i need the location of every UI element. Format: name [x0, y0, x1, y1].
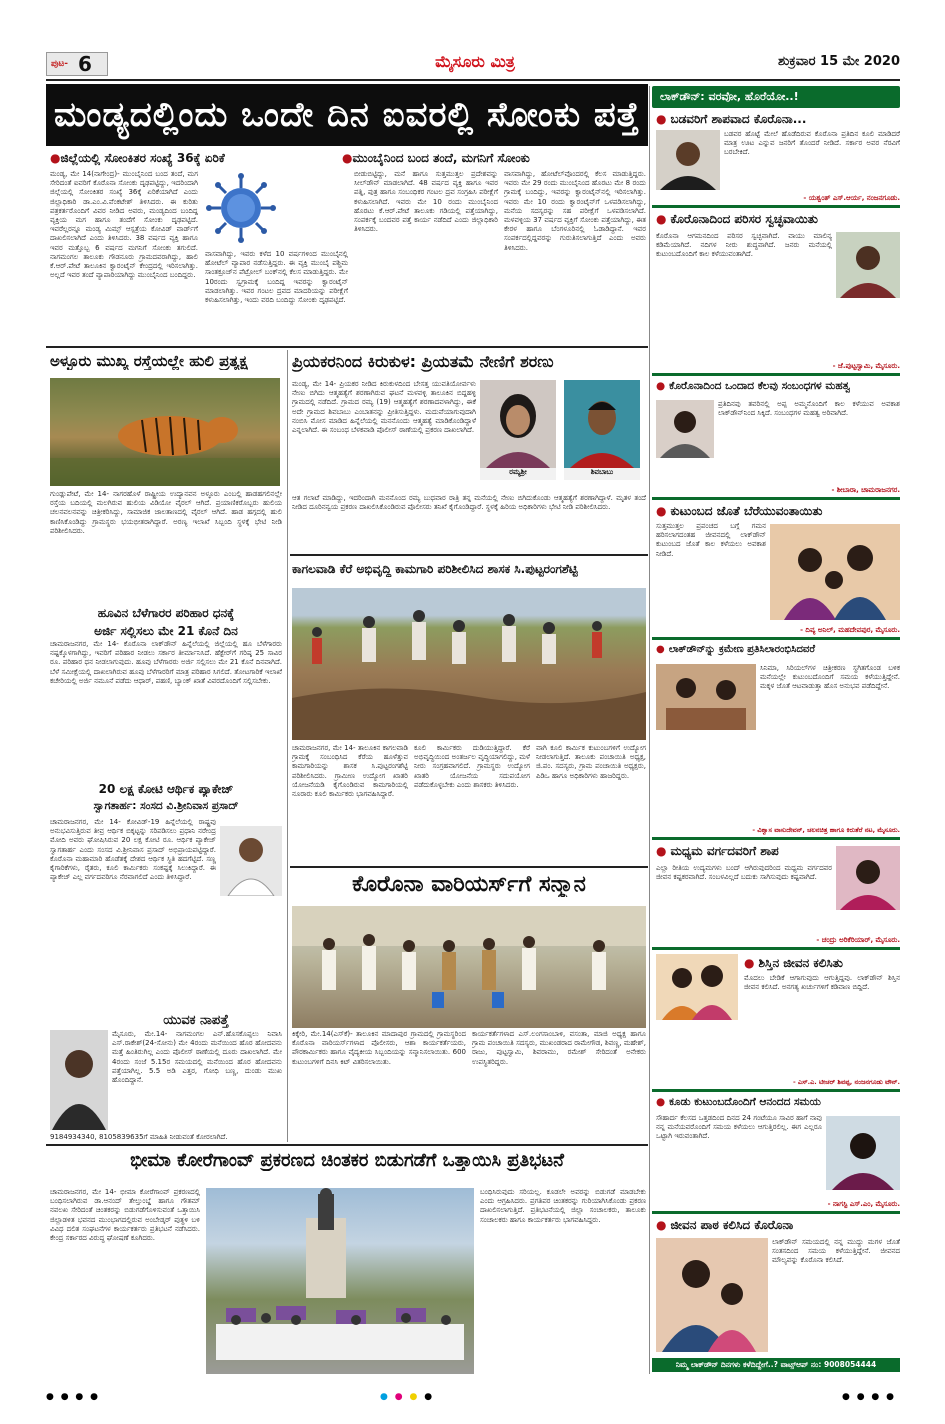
flower-headline-1: ಹೂವಿನ ಬೆಳೆಗಾರರ ಪರಿಹಾರ ಧನಕ್ಕೆ: [97, 606, 235, 620]
registration-marks: ● ● ● ●: [380, 1392, 435, 1402]
column-divider: [287, 350, 288, 1142]
family-photo: [656, 954, 738, 1020]
page-label: ಪುಟ-: [51, 59, 68, 69]
package-headline-2: ಸ್ವಾಗತಾರ್ಹ: ಸಂಸದ ವಿ.ಶ್ರೀನಿವಾಸ ಪ್ರಸಾದ್: [93, 800, 239, 812]
bhima-col-2: ಬಂಧಿಸಿರುವುದು ಸರಿಯಲ್ಲ. ಕೂಡಲೇ ಅವರನ್ನು ಬಿಡುಗಡೆ ಮಾಡಬೇಕು ಎಂದು ಆಗ್ರಹಿಸಿದರು. ಪ್ರಗತಿಪರ ಚಿಂತಕರನ್ನು ಗುರಿಯಾಗಿಸಿಕೊಂಡು ಪ್ರಕರಣ ದಾಖಲಿಸಲಾಗುತ್ತಿದೆ. ಪ್ರತಿಭಟನೆಯಲ್ಲಿ ಜಿಲ್ಲಾ ಸಂಚಾಲಕರು, ತಾಲೂಕು ಸಂಚಾಲಕರು ಹಾಗೂ ಕಾರ್ಯಕರ್ತರು ಭಾಗವಹಿಸಿದ್ದರು.: [480, 1188, 646, 1224]
sidebar-banner: ಲಾಕ್‌ಡೌನ್: ವರವೋ, ಹೊರೆಯೋ..!: [652, 86, 900, 108]
warriors-photo: [292, 906, 646, 1028]
sidebar-item-text: ಸುತ್ತಮುತ್ತಲ ಪ್ರಪಂಚದ ಬಗ್ಗೆ ಗಮನ ಹರಿಸಲಾಗದಂತಹ ಜೀವನದಲ್ಲಿ ಲಾಕ್‌ಡೌನ್ ಕುಟುಂಬದ ಜೊತೆ ಕಾಲ ಕಳೆಯಲು ಅವಕಾಶ ನೀಡಿದೆ.: [656, 522, 766, 558]
tiger-photo: [50, 378, 280, 486]
sidebar-item-text: ಮೊದಲು ಬೇಡಿಕೆ ಆಗಾಗುವುದು ಆಗುತ್ತಿದ್ದವು. ಲಾಕ್‌ಡೌನ್ ಶಿಸ್ತಿನ ಜೀವನ ಕಲಿಸಿದೆ. ಅನಗತ್ಯ ಖರ್ಚುಗಳಿಗೆ ಕಡಿವಾಣ ಬಿದ್ದಿದೆ.: [744, 974, 900, 992]
lead-col-2a: [278, 170, 348, 250]
sidebar-item-title: ● ಕೂಡು ಕುಟುಂಬದೊಂದಿಗೆ ಆನಂದದ ಸಮಯ: [656, 1096, 821, 1108]
warriors-col-1: ಕಿಕ್ಕೇರಿ, ಮೇ.14(ಎಸ್‌ಕೆ)- ತಾಲೂಕಿನ ಮಾದಾಪುರ ಗ್ರಾಮದಲ್ಲಿ ಗ್ರಾಮಸ್ಥರಿಂದ ಕೊರೊನಾ ವಾರಿಯರ್ಸ್‌ಗಳಾದ ಪೊಲೀಸರು, ಆಶಾ ಕಾರ್ಯಕರ್ತೆಯರು, ಪೌರಕಾರ್ಮಿಕರು ಹಾಗೂ ವೈದ್ಯಕೀಯ ಸಿಬ್ಬಂದಿಯನ್ನು ಸನ್ಮಾನಿಸಲಾಯಿತು. 600 ಕುಟುಂಬಗಳಿಗೆ ದಿನಸಿ ಕಿಟ್ ವಿತರಿಸಲಾಯಿತು.: [292, 1030, 466, 1066]
sidebar-item-title: ● ಲಾಕ್‌ಡೌನ್‌ನ್ನು ಕ್ರಮೇಣ ಪ್ರತಿಸಿಲಾರಂಭಿಸಿದವರೆ: [656, 644, 816, 655]
contributor-photo: [836, 846, 900, 910]
registration-marks: ● ● ● ●: [842, 1392, 896, 1402]
sidebar-divider: [652, 1211, 900, 1214]
registration-marks: ● ● ● ●: [46, 1392, 100, 1402]
flower-text: ಚಾಮರಾಜನಗರ, ಮೇ 14- ಕೊರೊನಾ ಲಾಕ್‌ಡೌನ್ ಹಿನ್ನೆಲೆಯಲ್ಲಿ ಜಿಲ್ಲೆಯಲ್ಲಿ ಹೂ ಬೆಳೆಗಾರರು ನಷ್ಟಕ್ಕೊಳಗಾಗಿದ್ದು, ಇವರಿಗೆ ಪರಿಹಾರ ನೀಡಲು ಸರ್ಕಾರ ತೀರ್ಮಾನಿಸಿದೆ. ಹೆಕ್ಟೇರ್‌ಗೆ ಗರಿಷ್ಠ 25 ಸಾವಿರ ರೂ. ಪರಿಹಾರ ಧನ ನೀಡಲಾಗುವುದು. ಹೂವು ಬೆಳೆಗಾರರು ಅರ್ಜಿ ಸಲ್ಲಿಸಲು ಮೇ 21 ಕೊನೆ ದಿನವಾಗಿದೆ. ಬೆಳೆ ಸಮೀಕ್ಷೆಯಲ್ಲಿ ದಾಖಲಾಗಿರುವ ಹೂವು ಬೆಳೆಗಾರರಿಗೆ ಮಾತ್ರ ಪರಿಹಾರ ಸಿಗಲಿದೆ. ತೋಟಗಾರಿಕೆ ಇಲಾಖೆ ಕಚೇರಿಯಲ್ಲಿ ಅರ್ಜಿ ನಮೂನೆ ಪಡೆದು ಆಧಾರ್, ಪಹಣಿ, ಬ್ಯಾಂಕ್ ಖಾತೆ ವಿವರದೊಂದಿಗೆ ಸಲ್ಲಿಸಬೇಕು.: [50, 640, 282, 685]
sidebar-item-text: ಸೌಹಾರ್ದ ಕೆಲಸದ ಒತ್ತಡದಿಂದ ದಿನದ 24 ಗಂಟೆಯೂ ಸಾವಿರ ಹಾಗೆ ನಾವು ನನ್ನ ಮನೆಯವರೊಂದಿಗೆ ಸಮಯ ಕಳೆಯಲು ಆಗುತ್ತಿರಲಿಲ್ಲ. ಈಗ ಎಲ್ಲರೂ ಒಟ್ಟಾಗಿ ಇರುವಂತಾಗಿದೆ.: [656, 1114, 822, 1141]
sidebar-item-signature: - ಎಸ್.ಎ. ಟೀಚರ್ ಶಿವಪ್ಪ, ನಂಜನಗೂಡು ಟೌನ್.: [792, 1078, 900, 1086]
lead-subhead-2: ●ಮುಂಬೈನಿಂದ ಬಂದ ತಂದೆ, ಮಗನಿಗೆ ಸೋಂಕು: [342, 151, 530, 165]
sidebar-item-text: ಎಲ್ಲಾ ರೀತಿಯ ಉದ್ಯಮಗಳು ಬಂದ್ ಆಗಿರುವುದರಿಂದ ಮಧ್ಯಮ ವರ್ಗದವರ ಜೀವನ ಕಷ್ಟಕರವಾಗಿದೆ. ಸಂಬಳವಿಲ್ಲದೆ ಬದುಕು ಸಾಗಿಸುವುದು ಕಷ್ಟವಾಗಿದೆ.: [656, 864, 832, 882]
sidebar-item-title: ● ಶಿಸ್ತಿನ ಜೀವನ ಕಲಿಸಿತು: [744, 956, 843, 970]
sidebar-divider: [652, 837, 900, 840]
sidebar-item-title: ● ಕೊರೊನಾದಿಂದ ಪರಿಸರ ಸ್ವಚ್ಛವಾಯಿತು: [656, 212, 818, 226]
lead-col-3: ಬೀಡುಬಿಟ್ಟಿದ್ದು, ಮನೆ ಹಾಗೂ ಸುತ್ತಮುತ್ತಲ ಪ್ರದೇಶವನ್ನು ಸೀಲ್‌ಡೌನ್ ಮಾಡಲಾಗಿದೆ. 48 ವರ್ಷದ ವ್ಯಕ್ತಿ ಹಾಗೂ ಇವರ ಪತ್ನಿ, ಪುತ್ರ ಹಾಗೂ ಸಂಬಂಧಿಕರ ಗಂಟಲ ದ್ರವ ಸಂಗ್ರಹಿಸಿ ಪರೀಕ್ಷೆಗೆ ಕಳುಹಿಸಲಾಗಿದೆ. ಇವರು ಮೇ 10 ರಂದು ಮುಂಬೈನಿಂದ ಹೊರಟು ಕೆ.ಆರ್.ಪೇಟೆ ತಾಲೂಕು ಗಡಿಯಲ್ಲಿ ಪತ್ತೆಯಾಗಿದ್ದು, ಸಂಪರ್ಕಕ್ಕೆ ಬಂದವರ ಪತ್ತೆ ಕಾರ್ಯ ನಡೆದಿದೆ ಎಂದು ಜಿಲ್ಲಾಧಿಕಾರಿ ತಿಳಿಸಿದರು.: [354, 170, 498, 234]
sidebar-item-text: ಲಾಕ್‌ಡೌನ್ ಸಮಯದಲ್ಲಿ ನನ್ನ ಮುದ್ದು ಮಗಳ ಜೊತೆ ಸಂತಸದಿಂದ ಸಮಯ ಕಳೆಯುತ್ತಿದ್ದೇನೆ. ಜೀವನದ ಮೌಲ್ಯವನ್ನು ಕೊರೊನಾ ಕಲಿಸಿದೆ.: [772, 1238, 900, 1265]
sidebar-item-signature: - ದಿವ್ಯ ಅನಿಲ್, ಮಹದೇವಪುರ, ಮೈಸೂರು.: [800, 626, 900, 634]
sidebar-footer: ನಿಮ್ಮ ಲಾಕ್‌ಡೌನ್ ದಿನಗಳು ಕಳೆದಿದ್ದೇಗೆ..? ವಾಟ್ಸ್‌ಆಪ್ ನಂ: 9008054444: [652, 1358, 900, 1372]
lovers-headline: ಪ್ರಿಯಕರನಿಂದ ಕಿರುಕುಳ: ಪ್ರಿಯತಮೆ ನೇಣಿಗೆ ಶರಣು: [292, 352, 554, 371]
sidebar-divider: [652, 947, 900, 950]
issue-date: ಶುಕ್ರವಾರ 15 ಮೇ 2020: [778, 54, 900, 69]
section-rule: [46, 346, 648, 348]
sidebar-item-signature: - ಜೆ.ಪುಟ್ಟಸ್ವಾಮಿ, ಮೈಸೂರು.: [832, 362, 900, 370]
sidebar-item-text: ಬಡವರ ಹೊಟ್ಟೆ ಮೇಲೆ ಹೊಡೆದಿರುವ ಕೊರೊನಾ ಪ್ರತಿದಿನ ಕೂಲಿ ಮಾಡಿದರೆ ಮಾತ್ರ ಊಟ ಎನ್ನುವ ಜನರಿಗೆ ತೊಂದರೆ ನೀಡಿದೆ. ಸರ್ಕಾರ ಅವರ ನೆರವಿಗೆ ಬರಬೇಕಿದೆ.: [724, 130, 900, 157]
sidebar-item-title: ● ಕೊರೊನಾದಿಂದ ಒಂದಾದ ಕೆಲವು ಸಂಬಂಧಗಳ ಮಹತ್ವ: [656, 380, 851, 392]
sidebar-divider: [652, 205, 900, 208]
sidebar-divider: [652, 637, 900, 640]
mp-portrait-photo: [220, 826, 282, 896]
lead-subhead-1: ●ಜಿಲ್ಲೆಯಲ್ಲಿ ಸೋಂಕಿತರ ಸಂಖ್ಯೆ 36ಕ್ಕೆ ಏರಿಕೆ: [50, 151, 225, 165]
sidebar-item-signature: - ಶೀಬಾರಾ, ಚಾಮರಾಜನಗರ.: [831, 486, 900, 494]
sidebar-item-signature: - ವಿಶ್ವಾಸ ವಾಸುದೇವನ್, ಚಲನಚಿತ್ರ ಹಾಗೂ ಕಿರುತೆರೆ ನಟ, ಮೈಸೂರು.: [752, 826, 900, 834]
tiger-text: ಗುಂಡ್ಲುಪೇಟೆ, ಮೇ 14- ನಾಗರಹೊಳೆ ರಾಷ್ಟ್ರೀಯ ಉದ್ಯಾನವನ ಅಳ್ಳೂರು ಎಂಬಲ್ಲಿ ಹಾಡಹಗಲಿನಲ್ಲೇ ರಸ್ತೆಯ ಬದಿಯಲ್ಲಿ ಮಲಗಿರುವ ಹುಲಿಯ ವಿಡಿಯೋ ವೈರಲ್ ಆಗಿದೆ. ಪ್ರಯಾಣಿಕರೊಬ್ಬರು ಹುಲಿಯ ಚಲನವಲನವನ್ನು ಚಿತ್ರೀಕರಿಸಿದ್ದು, ಸಾಮಾಜಿಕ ಜಾಲತಾಣದಲ್ಲಿ ವೈರಲ್ ಆಗಿದೆ. ಹಾಡ ಹಗ್ಗದಲ್ಲಿ ಹುಲಿ ಕಾಣಿಸಿಕೊಂಡಿದ್ದು ಗ್ರಾಮಸ್ಥರು ಭಯಭೀತರಾಗಿದ್ದಾರೆ. ಅರಣ್ಯ ಇಲಾಖೆ ಸಿಬ್ಬಂದಿ ಸ್ಥಳಕ್ಕೆ ಭೇಟಿ ನೀಡಿ ಪರಿಶೀಲಿಸಿದರು.: [50, 490, 282, 535]
contributor-photo: [656, 400, 714, 458]
warriors-col-2: ಕಾರ್ಯಕರ್ತೆಗಳಾದ ಎಸ್.ಲಂಗಸಾಂಬಾಳಿ, ವಸಂತಾ, ಮಾಜಿ ಅಧ್ಯಕ್ಷ ಹಾಗೂ ಗ್ರಾಮ ಪಂಚಾಯಿತಿ ಸದಸ್ಯರು, ಮುಖಂಡರಾದ ರಾಮೇಗೌಡ, ಶಿವಣ್ಣ, ಮಹೇಶ್, ರಾಜು, ಪುಟ್ಟಸ್ವಾಮಿ, ಶಿವರಾಮು, ರಮೇಶ್ ಸೇರಿದಂತೆ ಅನೇಕರು ಉಪಸ್ಥಿತರಿದ್ದರು.: [472, 1030, 646, 1066]
bhima-headline: ಭೀಮಾ ಕೋರೆಗಾಂವ್ ಪ್ರಕರಣದ ಚಿಂತಕರ ಬಿಡುಗಡೆಗೆ ಒತ್ತಾಯಿಸಿ ಪ್ರತಿಭಟನೆ: [130, 1150, 564, 1171]
actor-family-photo: [656, 664, 756, 730]
sidebar-item-signature: - ಯಶ್ವಂತ್ ಎಸ್.ಆರ್ಯ, ನಂಜನಗೂಡು.: [803, 194, 900, 202]
contributor-photo: [656, 130, 720, 190]
page-number: 6: [77, 52, 92, 76]
flower-headline-2: ಅರ್ಜಿ ಸಲ್ಲಿಸಲು ಮೇ 21 ಕೊನೆ ದಿನ: [94, 624, 238, 638]
sidebar-divider: [652, 373, 900, 376]
column-divider: [649, 86, 650, 1374]
bhima-col-1: ಚಾಮರಾಜನಗರ, ಮೇ 14- ಭೀಮಾ ಕೋರೆಗಾಂವ್ ಪ್ರಕರಣದಲ್ಲಿ ಬಂಧಿಸಲಾಗಿರುವ ಡಾ.ಆನಂದ್ ತೇಲ್ತುಂಬ್ಡೆ ಹಾಗೂ ಗೌತಮ್ ನವಲಖ ಸೇರಿದಂತೆ ಚಿಂತಕರನ್ನು ಬಿಡುಗಡೆಗೊಳಿಸುವಂತೆ ಒತ್ತಾಯಿಸಿ ಜಿಲ್ಲಾಡಳಿತ ಭವನದ ಮುಂಭಾಗದಲ್ಲಿರುವ ಅಂಬೇಡ್ಕರ್ ಪುತ್ಥಳಿ ಬಳಿ ವಿವಿಧ ದಲಿತ ಸಂಘಟನೆಗಳ ಕಾರ್ಯಕರ್ತರು ಪ್ರತಿಭಟನೆ ನಡೆಸಿದರು. ಕೇಂದ್ರ ಸರ್ಕಾರದ ವಿರುದ್ಧ ಘೋಷಣೆ ಕೂಗಿದರು.: [50, 1188, 200, 1243]
warriors-headline: ಕೊರೊನಾ ವಾರಿಯರ್ಸ್‌ಗೆ ಸನ್ಮಾನ: [352, 872, 586, 897]
lovers-text-2: ಆತ ಗಲಾಟೆ ಮಾಡಿದ್ದು, ಇದರಿಂದಾಗಿ ಮನನೊಂದ ರಮ್ಯ ಬುಧವಾರ ರಾತ್ರಿ ತನ್ನ ಮನೆಯಲ್ಲಿ ನೇಣು ಬಿಗಿದುಕೊಂಡು ಆತ್ಮಹತ್ಯೆಗೆ ಶರಣಾಗಿದ್ದಾಳೆ. ಮೃತಳ ತಂದೆ ನೀಡಿದ ದೂರಿನನ್ವಯ ಪ್ರಕರಣ ದಾಖಲಿಸಿಕೊಂಡಿರುವ ಪೊಲೀಸರು ತನಿಖೆ ಕೈಗೊಂಡಿದ್ದಾರೆ. ಸ್ಥಳಕ್ಕೆ ಹಿರಿಯ ಅಧಿಕಾರಿಗಳು ಭೇಟಿ ನೀಡಿ ಪರಿಶೀಲಿಸಿದರು.: [292, 494, 646, 512]
man-portrait-photo: [564, 380, 640, 468]
section-rule: [290, 554, 648, 556]
coronavirus-icon: [205, 172, 277, 244]
lovers-text: ಮಂಡ್ಯ, ಮೇ 14- ಪ್ರಿಯಕರ ನೀಡಿದ ಕಿರುಕುಳದಿಂದ ಬೇಸತ್ತ ಯುವತಿಯೋರ್ವಳು ನೇಣು ಬಿಗಿದು ಆತ್ಮಹತ್ಯೆಗೆ ಶರಣಾಗಿರುವ ಘಟನೆ ಮಳವಳ್ಳಿ ತಾಲೂಕಿನ ಬಿದ್ದಹಳ್ಳಿ ಗ್ರಾಮದಲ್ಲಿ ನಡೆದಿದೆ. ಗ್ರಾಮದ ರಮ್ಯ (19) ಆತ್ಮಹತ್ಯೆಗೆ ಶರಣಾದವಳಾಗಿದ್ದು, ಈಕೆ ಅದೇ ಗ್ರಾಮದ ಶಿವಬಾಬು ಎಂಬಾತನನ್ನು ಪ್ರೀತಿಸುತ್ತಿದ್ದಳು. ಮದುವೆಯಾಗುವುದಾಗಿ ನಂಬಿಸಿ ಮೋಸ ಮಾಡಿದ ಹಿನ್ನೆಲೆಯಲ್ಲಿ ಮನನೊಂದು ಆತ್ಮಹತ್ಯೆ ಮಾಡಿಕೊಂಡಿದ್ದಾಳೆ ಎನ್ನಲಾಗಿದೆ. ಈ ಸಂಬಂಧ ಬೆಳಕವಾಡಿ ಪೊಲೀಸ್ ಠಾಣೆಯಲ್ಲಿ ಪ್ರಕರಣ ದಾಖಲಾಗಿದೆ.: [292, 380, 476, 435]
lead-col-1: ಮಂಡ್ಯ, ಮೇ 14(ನಾಗೇಂದ್ರ)- ಮುಂಬೈನಿಂದ ಬಂದ ತಂದೆ, ಮಗ ಸೇರಿದಂತೆ ಐವರಿಗೆ ಕೊರೊನಾ ಸೋಂಕು ದೃಢಪಟ್ಟಿದ್ದು, ಇದರಿಂದಾಗಿ ಜಿಲ್ಲೆಯಲ್ಲಿ ಸೋಂಕಿತರ ಸಂಖ್ಯೆ 36ಕ್ಕೆ ಏರಿಕೆಯಾಗಿದೆ ಎಂದು ಜಿಲ್ಲಾಧಿಕಾರಿ ಡಾ.ಎಂ.ವಿ.ವೆಂಕಟೇಶ್ ತಿಳಿಸಿದರು. ಈ ಕುರಿತು ಪತ್ರಕರ್ತರೊಂದಿಗೆ ವಿವರ ನೀಡಿದ ಅವರು, ಮಂಡ್ಯದಿಂದ ಬಂದಿದ್ದ ವ್ಯಕ್ತಿಯ ಮಗ ಹಾಗೂ ತಂದೆಗೆ ಸೋಂಕು ದೃಢಪಟ್ಟಿದೆ. ಇವರೆಲ್ಲರನ್ನೂ ಮಂಡ್ಯ ಮಿಮ್ಸ್ ಆಸ್ಪತ್ರೆಯ ಕೋವಿಡ್ ವಾರ್ಡ್‌ಗೆ ದಾಖಲಿಸಲಾಗಿದೆ ಎಂದು ತಿಳಿಸಿದರು. 38 ವರ್ಷದ ವ್ಯಕ್ತಿ ಹಾಗೂ ಇವರ ಮತ್ತೊಬ್ಬ 6 ವರ್ಷದ ಮಗನಿಗೆ ಸೋಂಕು ತಗುಲಿದೆ. ನಾಗಮಂಗಲ ತಾಲೂಕು ಗೌಡನೂರು ಗ್ರಾಮದವರಾಗಿದ್ದು, ಹಾಲಿ ಕೆ.ಆರ್.ಪೇಟೆ ತಾಲೂಕಿನ ಕ್ವಾರಂಟೈನ್ ಕೇಂದ್ರದಲ್ಲಿ ಇರಿಸಲಾಗಿತ್ತು. ಅಲ್ಲದೆ ಇವರ ತಂದೆ ವ್ಯಾಪಾರಿಯಾಗಿದ್ದು ಮುಂಬೈನಿಂದ ಬಂದಿದ್ದರು.: [50, 170, 198, 280]
woman-caption: ರಮ್ಯಶ್ರೀ: [480, 468, 556, 480]
lake-headline: ಕಾಗಲವಾಡಿ ಕೆರೆ ಅಭಿವೃದ್ಧಿ ಕಾಮಗಾರಿ ಪರಿಶೀಲಿಸಿದ ಶಾಸಕ ಸಿ.ಪುಟ್ಟರಂಗಶೆಟ್ಟಿ: [292, 562, 578, 576]
lake-work-photo: [292, 588, 646, 740]
woman-portrait-photo: [480, 380, 556, 468]
lake-col-3: ವಾಗಿ ಕೂಲಿ ಕಾರ್ಮಿಕ ಕುಟುಂಬಗಳಿಗೆ ಉದ್ಯೋಗ ನೀಡಲಾಗುತ್ತಿದೆ. ತಾಲೂಕು ಪಂಚಾಯಿತಿ ಅಧ್ಯಕ್ಷ, ಜಿ.ಪಂ. ಸದಸ್ಯರು, ಗ್ರಾಮ ಪಂಚಾಯಿತಿ ಅಧ್ಯಕ್ಷರು, ಪಿಡಿಒ ಹಾಗೂ ಅಧಿಕಾರಿಗಳು ಹಾಜರಿದ್ದರು.: [536, 744, 646, 780]
sidebar-item-title: ● ಕುಟುಂಬದ ಜೊತೆ ಬೆರೆಯುವಂತಾಯಿತು: [656, 504, 823, 518]
page-number-box: [46, 52, 108, 76]
family-photo: [770, 524, 900, 620]
missing-headline: ಯುವಕ ನಾಪತ್ತೆ: [163, 1013, 229, 1028]
lake-col-1: ಚಾಮರಾಜನಗರ, ಮೇ 14- ತಾಲೂಕಿನ ಕಾಗಲವಾಡಿ ಗ್ರಾಮಕ್ಕೆ ಸಂಬಂಧಿಸಿದ ಕೆರೆಯ ಹೂಳೆತ್ತುವ ಕಾಮಗಾರಿಯನ್ನು ಶಾಸಕ ಸಿ.ಪುಟ್ಟರಂಗಶೆಟ್ಟಿ ಪರಿಶೀಲಿಸಿದರು. ಗ್ರಾಮೀಣ ಉದ್ಯೋಗ ಖಾತರಿ ಯೋಜನೆಯಡಿ ಕೈಗೊಂಡಿರುವ ಕಾಮಗಾರಿಯಲ್ಲಿ ನೂರಾರು ಕೂಲಿ ಕಾರ್ಮಿಕರು ಭಾಗವಹಿಸಿದ್ದಾರೆ.: [292, 744, 408, 799]
newspaper-name: ಮೈಸೂರು ಮಿತ್ರ: [435, 52, 515, 71]
missing-text: ಮೈಸೂರು, ಮೇ.14- ನಾಗಮಂಗಲ ಎನ್.ಹೊಸಕೊಪ್ಪಲು ನಿವಾಸಿ ಎಸ್.ರಾಕೇಶ್(24-ಸೋನು) ಮೇ 4ರಂದು ಮನೆಯಿಂದ ಹೊರ ಹೋದವನು ಮತ್ತೆ ಹಿಂತಿರುಗಿಲ್ಲ ಎಂದು ಪೊಲೀಸ್ ಠಾಣೆಯಲ್ಲಿ ದೂರು ದಾಖಲಾಗಿದೆ. ಮೇ 4ರಂದು ಸಂಜೆ 5.15ರ ಸಮಯದಲ್ಲಿ ಮನೆಯಿಂದ ಹೊರ ಹೋದವನು ಪತ್ತೆಯಾಗಿಲ್ಲ. 5.5 ಅಡಿ ಎತ್ತರ, ಗೋಧಿ ಬಣ್ಣ, ದುಂಡು ಮುಖ ಹೊಂದಿದ್ದಾನೆ.: [112, 1030, 282, 1085]
contributor-photo: [826, 1116, 900, 1190]
masthead-rule: [46, 79, 900, 81]
protest-photo: [206, 1188, 474, 1374]
father-daughter-photo: [656, 1238, 768, 1352]
sidebar-item-text: ಸಿನಿಮಾ, ಸಿರಿಯಲ್‌ಗಳ ಚಿತ್ರೀಕರಣ ಸ್ಥಗಿತಗೊಂಡ ಬಳಿಕ ಮನೆಯಲ್ಲೇ ಕುಟುಂಬದೊಂದಿಗೆ ಸಮಯ ಕಳೆಯುತ್ತಿದ್ದೇನೆ. ಮಕ್ಕಳ ಜೊತೆ ಆಟವಾಡುತ್ತಾ ಹೊಸ ಅನುಭವ ಪಡೆದಿದ್ದೇನೆ.: [760, 664, 900, 691]
sidebar-item-title: ● ಮಧ್ಯಮ ವರ್ಗದವರಿಗೆ ಶಾಪ: [656, 844, 779, 858]
sidebar-item-text-continued: [656, 732, 900, 822]
section-rule: [46, 1144, 648, 1146]
missing-contact: 9184934340, 8105839635ಗೆ ಮಾಹಿತಿ ನೀಡುವಂತೆ ಕೋರಲಾಗಿದೆ.: [50, 1133, 228, 1141]
man-caption: ಶಿವಬಾಬು: [564, 468, 640, 480]
lead-headline: ಮಂಡ್ಯದಲ್ಲಿಂದು ಒಂದೇ ದಿನ ಐವರಲ್ಲಿ ಸೋಂಕು ಪತ್ತೆ: [46, 84, 648, 146]
section-rule: [290, 866, 648, 868]
lead-col-2: ವಾಸವಾಗಿದ್ದು, ಇವರು ಕಳೆದ 10 ವರ್ಷಗಳಿಂದ ಮುಂಬೈನಲ್ಲಿ ಹೋಟೆಲ್ ವ್ಯಾಪಾರ ನಡೆಸುತ್ತಿದ್ದರು. ಈ ವ್ಯಕ್ತಿ ಮುಂಬೈ ಪಶ್ಚಿಮ ಸಾಂತಕ್ರೂಜ್‌ನ ಪೆಟ್ರೋಲ್ ಬಂಕ್‌ನಲ್ಲಿ ಕೆಲಸ ಮಾಡುತ್ತಿದ್ದರು. ಮೇ 10ರಂದು ಸ್ವಗ್ರಾಮಕ್ಕೆ ಬಂದಿದ್ದ ಇವರನ್ನು ಕ್ವಾರಂಟೈನ್ ಮಾಡಲಾಗಿತ್ತು. ಇವರ ಗಂಟಲ ದ್ರವದ ಮಾದರಿಯನ್ನು ಪರೀಕ್ಷೆಗೆ ಕಳುಹಿಸಲಾಗಿತ್ತು, ಇಂದು ವರದಿ ಬಂದಿದ್ದು ಸೋಂಕು ದೃಢಪಟ್ಟಿದೆ.: [205, 250, 348, 305]
sidebar-item-text: ಕೊರೊನಾ ಆಗಮನದಿಂದ ಪರಿಸರ ಸ್ವಚ್ಛವಾಗಿದೆ. ವಾಯು ಮಾಲಿನ್ಯ ಕಡಿಮೆಯಾಗಿದೆ. ನದಿಗಳ ನೀರು ಶುದ್ಧವಾಗಿದೆ. ಜನರು ಮನೆಯಲ್ಲಿ ಕುಟುಂಬದೊಂದಿಗೆ ಕಾಲ ಕಳೆಯುವಂತಾಗಿದೆ.: [656, 232, 832, 259]
sidebar-divider: [652, 497, 900, 500]
tiger-headline: ಅಳ್ಳೂರು ಮುಖ್ಯ ರಸ್ತೆಯಲ್ಲೇ ಹುಲಿ ಪ್ರತ್ಯಕ್ಷ: [50, 352, 248, 370]
contributor-photo: [836, 232, 900, 298]
sidebar-divider: [652, 1089, 900, 1092]
lead-col-4: ವಾಸವಾಗಿದ್ದು, ಹೋಟೆಲ್‌ವೊಂದರಲ್ಲಿ ಕೆಲಸ ಮಾಡುತ್ತಿದ್ದರು. ಇವರು ಮೇ 29 ರಂದು ಮುಂಬೈನಿಂದ ಹೊರಟು ಮೇ 8 ರಂದು ಗ್ರಾಮಕ್ಕೆ ಬಂದಿದ್ದು, ಇವರನ್ನು ಕ್ವಾರಂಟೈನ್‌ನಲ್ಲಿ ಇರಿಸಲಾಗಿತ್ತು. ಇವರು ಮೇ 10 ರಂದು ಕ್ವಾರಂಟೈನ್‌ಗೆ ಒಳಪಡಿಸಲಾಗಿದ್ದು, ಮನೆಯ ಸದಸ್ಯರನ್ನು ಸಹ ಪರೀಕ್ಷೆಗೆ ಒಳಪಡಿಸಲಾಗಿದೆ. ಮಳವಳ್ಳಿಯ 37 ವರ್ಷದ ವ್ಯಕ್ತಿಗೆ ಸೋಂಕು ಪತ್ತೆಯಾಗಿದ್ದು, ಈತ ಕೇರಳ ಹಾಗೂ ಬೆಂಗಳೂರಿನಲ್ಲಿ ಓಡಾಡಿದ್ದಾನೆ. ಇವರ ಸಂಪರ್ಕದಲ್ಲಿದ್ದವರನ್ನು ಗುರುತಿಸಲಾಗುತ್ತಿದೆ ಎಂದು ಅವರು ತಿಳಿಸಿದರು.: [504, 170, 646, 252]
sidebar-item-title: ● ಜೀವನ ಪಾಠ ಕಲಿಸಿದ ಕೊರೊನಾ: [656, 1218, 794, 1232]
package-text: ಚಾಮರಾಜನಗರ, ಮೇ 14- ಕೋವಿಡ್-19 ಹಿನ್ನೆಲೆಯಲ್ಲಿ ರಾಷ್ಟ್ರವು ಅನುಭವಿಸುತ್ತಿರುವ ತೀವ್ರ ಆರ್ಥಿಕ ಬಿಕ್ಕಟ್ಟನ್ನು ಸರಿಪಡಿಸಲು ಪ್ರಧಾನಿ ನರೇಂದ್ರ ಮೋದಿ ಅವರು ಘೋಷಿಸಿರುವ 20 ಲಕ್ಷ ಕೋಟಿ ರೂ. ಆರ್ಥಿಕ ಪ್ಯಾಕೇಜ್ ಸ್ವಾಗತಾರ್ಹ ಎಂದು ಸಂಸದ ವಿ.ಶ್ರೀನಿವಾಸ ಪ್ರಸಾದ್ ಅಭಿಪ್ರಾಯಪಟ್ಟಿದ್ದಾರೆ. ಕೊರೊನಾ ಮಹಾಮಾರಿ ಹೊಡೆತಕ್ಕೆ ದೇಶದ ಆರ್ಥಿಕ ಸ್ಥಿತಿ ಹದಗೆಟ್ಟಿದೆ. ಸಣ್ಣ ಕೈಗಾರಿಕೆಗಳು, ರೈತರು, ಕೂಲಿ ಕಾರ್ಮಿಕರು ಸಂಕಷ್ಟಕ್ಕೆ ಸಿಲುಕಿದ್ದಾರೆ. ಈ ಪ್ಯಾಕೇಜ್ ಎಲ್ಲ ವರ್ಗದವರಿಗೂ ನೆರವಾಗಲಿದೆ ಎಂದು ತಿಳಿಸಿದ್ದಾರೆ.: [50, 818, 216, 882]
missing-youth-photo: [50, 1030, 108, 1130]
sidebar-item-text: ಪ್ರತಿದಿನವು ತವರಿನಲ್ಲಿ ಅಪ್ಪ ಅಮ್ಮನೊಂದಿಗೆ ಕಾಲ ಕಳೆಯುವ ಅವಕಾಶ ಲಾಕ್‌ಡೌನ್‌ನಿಂದ ಸಿಕ್ಕಿದೆ. ಸಂಬಂಧಗಳ ಮಹತ್ವ ಅರಿವಾಗಿದೆ.: [718, 400, 900, 418]
lake-col-2: ಕೂಲಿ ಕಾರ್ಮಿಕರು ದುಡಿಯುತ್ತಿದ್ದಾರೆ. ಕೆರೆ ಅಭಿವೃದ್ಧಿಯಿಂದ ಅಂತರ್ಜಲ ವೃದ್ಧಿಯಾಗಲಿದ್ದು, ಮಳೆ ನೀರು ಸಂಗ್ರಹವಾಗಲಿದೆ. ಗ್ರಾಮಸ್ಥರು ಉದ್ಯೋಗ ಖಾತರಿ ಯೋಜನೆಯ ಸದುಪಯೋಗ ಪಡೆದುಕೊಳ್ಳಬೇಕು ಎಂದು ಶಾಸಕರು ತಿಳಿಸಿದರು.: [414, 744, 530, 789]
sidebar-item-signature: - ಚಂದ್ರು ಅರಿಕೆರಿಯಾರ್, ಮೈಸೂರು.: [816, 936, 900, 944]
package-headline-1: 20 ಲಕ್ಷ ಕೋಟಿ ಆರ್ಥಿಕ ಪ್ಯಾಕೇಜ್: [98, 782, 234, 796]
sidebar-item-signature: - ನಾಗಸ್ಟಿ ಎಸ್.ಎಂ, ಮೈಸೂರು.: [827, 1200, 900, 1208]
sidebar-item-title: ● ಬಡವರಿಗೆ ಶಾಪವಾದ ಕೊರೊನಾ...: [656, 112, 807, 126]
sidebar-item-text-continued: [656, 1024, 900, 1074]
